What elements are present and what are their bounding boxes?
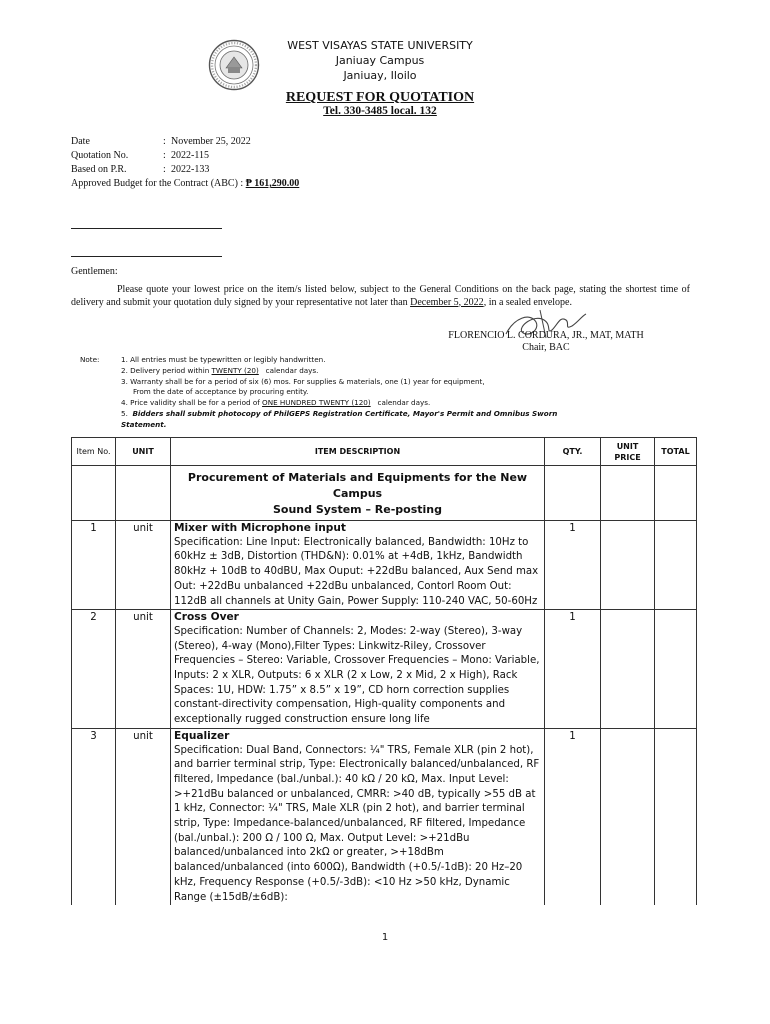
supplier-name-line — [71, 228, 222, 229]
note-text: Bidders shall submit photocopy of PhilGEPS Registration Certificate, Mayor's Permit and Omnibus Sworn — [132, 408, 558, 418]
item-spec: Specification: Dual Band, Connectors: ¼" TRS, Female XLR (pin 2 hot), and barrier terminal strip, Type: Electronically balanced/unbalanced, RF filtered, Impedance (bal./unbal.): 40 kΩ / 20 kΩ, Max. Input Level: >+21dBu balanced or unbalanced, CMRR: >40 dB, typically >55 dB at 1 kHz, Connector: ¼" TRS, Male XLR (pin 2 hot), and barrier terminal strip, Type: Impedance-balanced/unbalanced, RF filtered, Impedance (bal./unbal.): 200 Ω / 100 Ω, Max. Output Level: >+21dBu balanced/unbalanced into 2kΩ or greater, >+18dBm balanced/unbalanced (into 600Ω), Bandwidth (+0.5/-1dB): 20 Hz–20 kHz, Frequency Response (+0.5/-3dB): <10 Hz >50 kHz, Dynamic Range (±15dB/±6dB): — [174, 744, 540, 903]
col-header-unit-price: UNIT PRICE — [601, 438, 655, 466]
abc-value: ₱ 161,290.00 — [245, 178, 300, 189]
document-title: REQUEST FOR QUOTATION — [285, 90, 475, 105]
col-header-total: TOTAL — [655, 438, 697, 466]
abc-label: Approved Budget for the Contract (ABC) : — [71, 178, 244, 189]
table-header-row — [72, 438, 697, 466]
note-label: Note: — [80, 355, 100, 364]
quotation-label: Quotation No. — [71, 150, 129, 161]
note-text: calendar days. — [377, 398, 431, 408]
due-date: December 5, 2022 — [410, 296, 484, 308]
note-item: 1. All entries must be typewritten or legibly handwritten. — [121, 355, 326, 364]
date-row — [71, 136, 251, 147]
quotation-row — [71, 150, 209, 161]
section-title-cell — [171, 466, 545, 521]
note-text: 2. Delivery period within — [121, 365, 210, 375]
signer-name: FLORENCIO L. CORDURA, JR., MAT, MATH — [448, 330, 644, 341]
empty-cell — [601, 466, 655, 521]
item-qty: 1 — [545, 521, 601, 610]
pr-label: Based on P.R. — [71, 164, 127, 175]
item-qty: 1 — [545, 728, 601, 905]
note-item: 3. Warranty shall be for a period of six (6) mos. For supplies & materials, one (1) year for equipment, — [121, 376, 485, 386]
item-name: Equalizer — [174, 729, 230, 742]
telephone-line: Tel. 330-3485 local. 132 — [323, 105, 437, 117]
item-spec: Specification: Number of Channels: 2, Modes: 2-way (Stereo), 3-way (Stereo), 4-way (Mono),Filter Types: Linkwitz-Riley, Crossover Frequencies – Stereo: Variable, Crossover Frequencies – Mono: Variable, Inputs: 2 x XLR, Outputs: 6 x XLR (2 x Low, 2 x Mid, 2 x High), Rack Spaces: 1U, HDW: 1.75” x 8.5” x 19”, CD horn correction supplies constant-directivity compensation, High-quality components and exceptionally rugged construction ensure long life — [174, 625, 540, 726]
table-row — [72, 610, 697, 729]
item-unit-price — [601, 610, 655, 729]
section-title: Procurement of Materials and Equipments for the New Campus — [187, 471, 528, 500]
col-header-item-no: Item No. — [72, 438, 116, 466]
campus-name: Janiuay Campus — [335, 54, 425, 67]
item-total — [655, 728, 697, 905]
date-label: Date — [71, 136, 90, 147]
letter-body-end: , in a sealed envelope. — [483, 296, 572, 308]
note-item-continuation: Statement. — [121, 419, 167, 429]
item-name: Mixer with Microphone input — [174, 522, 346, 534]
col-header-unit: UNIT — [116, 438, 171, 466]
col-header-description: ITEM DESCRIPTION — [171, 438, 545, 466]
item-unit-price — [601, 521, 655, 610]
note-item-continuation: From the date of acceptance by procuring entity. — [133, 387, 309, 397]
empty-cell — [116, 466, 171, 521]
item-description — [171, 728, 545, 905]
note-item — [121, 366, 581, 377]
abc-row — [71, 178, 299, 189]
quotation-value: 2022-115 — [171, 150, 209, 161]
note-item — [121, 409, 581, 420]
empty-cell — [655, 466, 697, 521]
date-value: November 25, 2022 — [171, 136, 251, 147]
item-name: Cross Over — [174, 611, 239, 624]
item-unit-price — [601, 728, 655, 905]
campus-location: Janiuay, Iloilo — [343, 69, 417, 82]
letter-body — [71, 284, 690, 309]
signer-title: Chair, BAC — [522, 342, 570, 353]
item-description — [171, 610, 545, 729]
item-total — [655, 610, 697, 729]
section-subtitle: Sound System – Re-posting — [272, 503, 443, 516]
pr-row — [71, 164, 209, 175]
table-row — [72, 728, 697, 905]
empty-cell — [72, 466, 116, 521]
letter-body-text: Please quote your lowest price on the item/s listed below, subject to the General Conditions on the back page, stating the shortest time of delivery and submit your quotation duly signed by your representative not later than — [71, 284, 690, 308]
supplier-address-line — [71, 256, 222, 257]
notes-list — [121, 355, 581, 431]
col-header-qty: QTY. — [545, 438, 601, 466]
item-unit: unit — [116, 728, 171, 905]
item-no: 2 — [72, 610, 116, 729]
item-total — [655, 521, 697, 610]
university-name: WEST VISAYAS STATE UNIVERSITY — [287, 39, 473, 52]
colon: : — [163, 150, 166, 161]
item-description — [171, 521, 545, 610]
pr-value: 2022-133 — [171, 164, 210, 175]
salutation: Gentlemen: — [71, 266, 118, 277]
table-row — [72, 521, 697, 610]
note-text: calendar days. — [265, 365, 319, 375]
delivery-period: TWENTY (20) — [211, 365, 259, 375]
empty-cell — [545, 466, 601, 521]
note-number: 5. — [121, 408, 128, 418]
item-spec: Specification: Line Input: Electronically balanced, Bandwidth: 10Hz to 60kHz ± 3dB, Distortion (THD&N): 0.01% at +4dB, 1kHz, Bandwidth 80kHz + 10dB to 40dBU, Max Ouput: +22dBu balanced, Aux Send max Out: +22dBu unbalanced +22dBu unbalanced, Contorl Room Out: 112dB all channels at Unity Gain, Power Supply: 110-240 VAC, 50-60Hz — [174, 536, 539, 607]
note-text: 4. Price validity shall be for a period of — [121, 398, 260, 408]
item-unit: unit — [116, 521, 171, 610]
price-validity: ONE HUNDRED TWENTY (120) — [262, 398, 371, 408]
note-item — [121, 398, 581, 409]
colon: : — [163, 164, 166, 175]
colon: : — [163, 136, 166, 147]
item-qty: 1 — [545, 610, 601, 729]
page-number: 1 — [381, 932, 389, 943]
item-no: 1 — [72, 521, 116, 610]
items-table — [71, 437, 697, 905]
section-row — [72, 466, 697, 521]
item-no: 3 — [72, 728, 116, 905]
item-unit: unit — [116, 610, 171, 729]
